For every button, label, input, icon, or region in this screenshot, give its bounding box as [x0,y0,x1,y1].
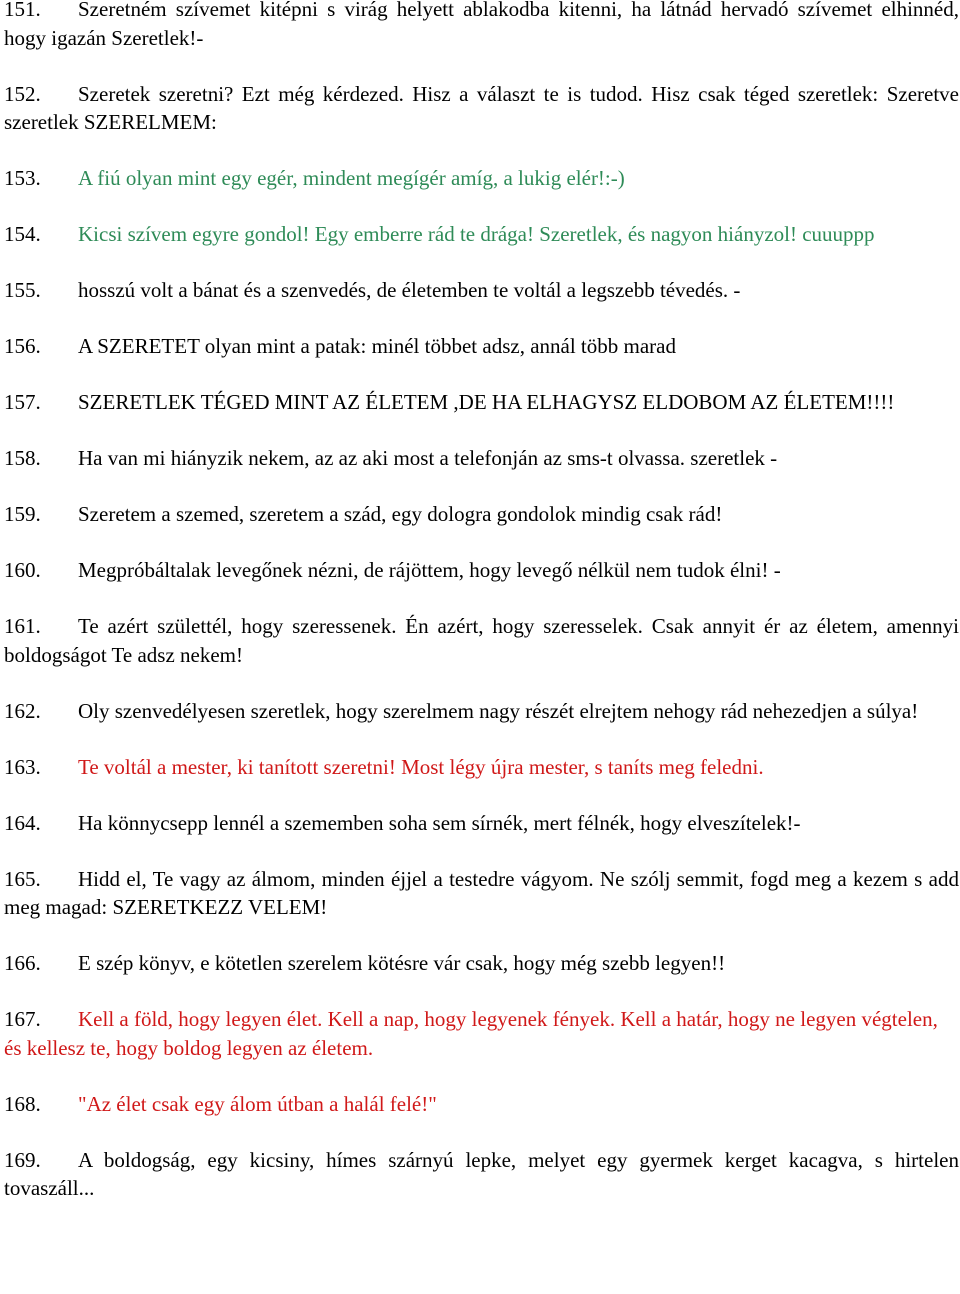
entry-text: Kicsi szívem egyre gondol! Egy emberre rád te drága! Szeretlek, és nagyon hiányzol! cuuuppp [78,222,875,246]
entry-text: Te azért születtél, hogy szeressenek. Én azért, hogy szeresselek. Csak annyit ér az életem, amennyi boldogságot Te adsz nekem! [4,614,959,667]
entry-number: 159. [4,502,41,526]
entry-165 [4,865,959,922]
entry-163 [4,753,959,782]
entry-number: 160. [4,558,41,582]
entry-number: 155. [4,278,41,302]
entry-157 [4,388,959,417]
entry-number: 164. [4,810,41,835]
entry-text: Ha könnycsepp lennél a szememben soha sem sírnék, mert félnék, hogy elveszítelek!- [78,810,801,835]
entry-text: Szeretném szívemet kitépni s virág helyett ablakodba kitenni, ha látnád hervadó szívemet elhinnéd, hogy igazán Szeretlek!- [4,0,959,50]
entry-155 [4,276,959,305]
entry-text: Oly szenvedélyesen szeretlek, hogy szerelmem nagy részét elrejtem nehogy rád nehezedjen a súlya! [78,698,919,723]
entry-text: Ha van mi hiányzik nekem, az az aki most a telefonján az sms-t olvassa. szeretlek - [78,446,778,470]
entry-169 [4,1146,959,1203]
entry-number: 168. [4,1091,41,1116]
entry-text: A SZERETET olyan mint a patak: minél többet adsz, annál több marad [78,334,676,358]
entry-text: A boldogság, egy kicsiny, hímes szárnyú lepke, melyet egy gyermek kerget kacagva, s hirtelen tovaszáll... [4,1147,959,1200]
entry-text: SZERETLEK TÉGED MINT AZ ÉLETEM ,DE HA ELHAGYSZ ELDOBOM AZ ÉLETEM!!!! [78,390,895,414]
entry-159 [4,500,959,529]
entry-text: Te voltál a mester, ki tanított szeretni! Most légy újra mester, s taníts meg feledni. [78,754,764,779]
entry-160 [4,556,959,585]
entry-text: Megpróbáltalak levegőnek nézni, de rájöttem, hogy levegő nélkül nem tudok élni! - [78,558,781,582]
entry-number: 152. [4,81,41,106]
entry-number: 153. [4,166,41,190]
entry-number: 156. [4,334,41,358]
entry-text: Kell a föld, hogy legyen élet. Kell a nap, hogy legyenek fények. Kell a határ, hogy ne legyen végtelen, és kellesz te, hogy boldog legyen az életem. [4,1007,938,1060]
entry-number: 151. [4,0,41,21]
entry-number: 165. [4,866,41,891]
entry-number: 167. [4,1007,41,1031]
entry-number: 157. [4,390,41,414]
entry-161 [4,612,959,669]
entry-number: 166. [4,951,41,975]
entry-number: 158. [4,446,41,470]
entry-154 [4,220,959,249]
entry-167 [4,1005,959,1062]
entry-text: hosszú volt a bánat és a szenvedés, de életemben te voltál a legszebb tévedés. - [78,278,741,302]
entry-text: A fiú olyan mint egy egér, mindent megígér amíg, a lukig elér!:-) [78,166,625,190]
entry-166 [4,949,959,978]
entry-text: "Az élet csak egy álom útban a halál felé!" [78,1091,437,1116]
entry-number: 161. [4,614,41,638]
entry-number: 163. [4,754,41,779]
entry-164 [4,809,959,838]
entry-text: E szép könyv, e kötetlen szerelem kötésre vár csak, hogy még szebb legyen!! [78,951,726,975]
entry-number: 169. [4,1147,41,1172]
entry-153 [4,164,959,193]
document-body [4,0,959,1230]
entry-number: 162. [4,698,41,723]
entry-152 [4,80,959,137]
entry-text: Szeretem a szemed, szeretem a szád, egy dologra gondolok mindig csak rád! [78,502,723,526]
entry-number: 154. [4,222,41,246]
entry-162 [4,697,959,726]
entry-151 [4,0,959,52]
entry-156 [4,332,959,361]
entry-158 [4,444,959,473]
entry-text: Hidd el, Te vagy az álmom, minden éjjel a testedre vágyom. Ne szólj semmit, fogd meg a kezem s add meg magad: SZERETKEZZ VELEM! [4,866,959,919]
entry-text: Szeretek szeretni? Ezt még kérdezed. Hisz a választ te is tudod. Hisz csak téged szeretlek: Szeretve szeretlek SZERELMEM: [4,81,959,134]
entry-168 [4,1090,959,1119]
